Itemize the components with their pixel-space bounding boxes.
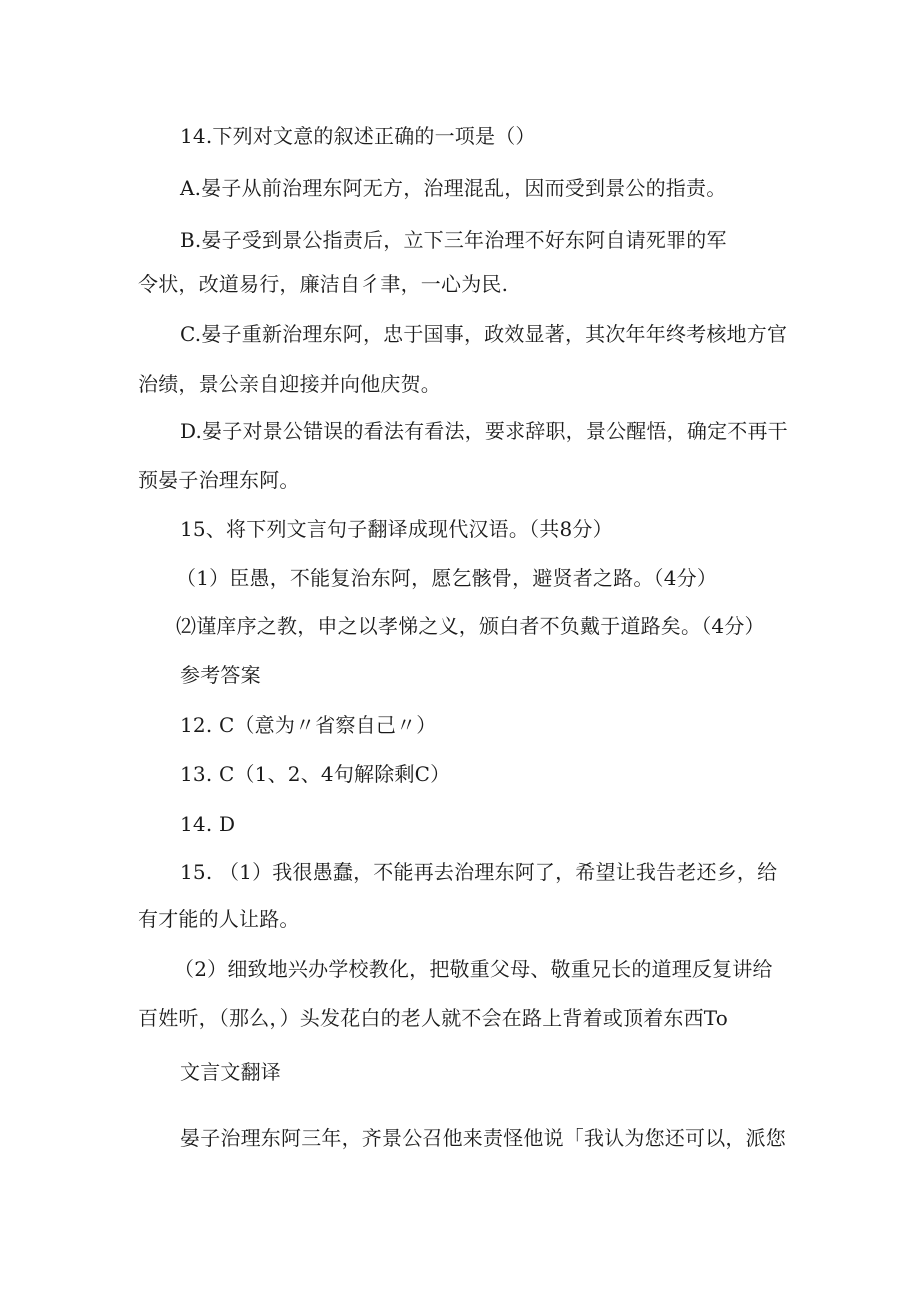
answer-12: 12. C（意为〃省察自己〃） [180,713,437,737]
q15-stem: 15、将下列文言句子翻译成现代汉语。（共8分） [180,517,613,541]
answer-15-2-line2: 百姓听，（那么，）头发花白的老人就不会在路上背着或顶着东西To [138,1006,729,1030]
translation-line1: 晏子治理东阿三年，齐景公召他来责怪他说「我认为您还可以，派您 [180,1126,786,1150]
q14-option-d-line1: D.晏子对景公错误的看法有看法，要求辞职，景公醒悟，确定不再干 [180,419,788,443]
answer-14: 14. D [180,812,236,836]
translation-heading: 文言文翻译 [180,1060,281,1084]
q14-option-b-line2: 令状，改道易行，廉洁自彳聿，一心为民. [138,272,509,296]
q14-stem: 14.下列对文意的叙述正确的一项是（） [180,124,536,148]
answer-13: 13. C（1、2、4句解除剩C） [180,762,451,786]
q14-option-a: A.晏子从前治理东阿无方，治理混乱，因而受到景公的指责。 [180,176,727,200]
q14-option-c-line1: C.晏子重新治理东阿，忠于国事，政效显著，其次年年终考核地方官 [180,322,788,346]
q14-option-c-line2: 治绩，景公亲自迎接并向他庆贺。 [138,372,441,396]
q14-option-b-line1: B.晏子受到景公指责后，立下三年治理不好东阿自请死罪的军 [180,228,727,252]
q14-option-d-line2: 预晏子治理东阿。 [138,468,300,492]
q15-item-1: （1）臣愚，不能复治东阿，愿乞骸骨，避贤者之路。（4分） [176,566,718,590]
q15-item-2: ⑵谨庠序之教，申之以孝悌之义，颁白者不负戴于道路矣。（4分） [176,614,765,638]
answer-15-line2: 有才能的人让路。 [138,907,300,931]
answers-heading: 参考答案 [180,663,261,687]
answer-15-line1: 15. （1）我很愚蠢，不能再去治理东阿了，希望让我告老还乡，给 [180,860,778,884]
answer-15-2-line1: （2）细致地兴办学校教化，把敬重父母、敬重兄长的道理反复讲给 [174,957,773,981]
